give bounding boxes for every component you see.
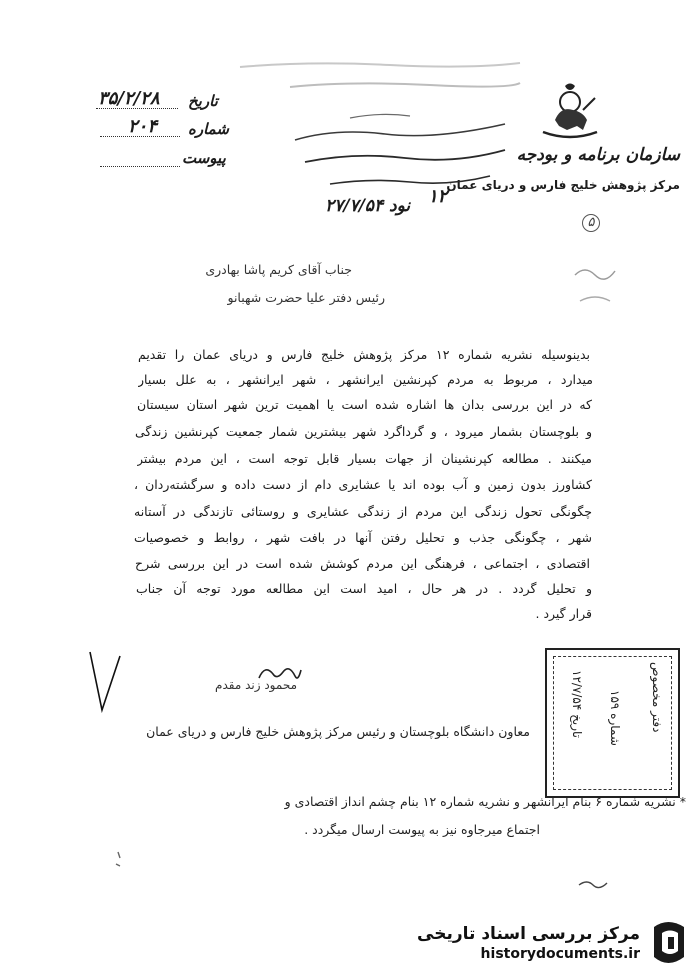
body-line: و تحلیل گردد . در هر حال ، امید است این مطالعه مورد توجه آن جناب [136, 581, 592, 596]
body-line: کشاورز بدون زمین و آب بوده اند یا عشایری دام از دست داده و سرگشته‌ردان ، [134, 477, 592, 492]
date-label: تاریخ [188, 92, 218, 110]
attachment-underline [100, 166, 180, 167]
body-line-last: قرار گیرد . [535, 606, 592, 621]
body-line: میکنند . مطالعه کپرنشینان از جهات بسیار قابل توجه است ، این مردم بیشتر [137, 451, 592, 466]
body-line: و بلوچستان بشمار میرود ، و گرداگرد شهر بیشترین شمار جمعیت کپرنشین زندگی [135, 424, 592, 439]
body-line: میدارد ، مربوط به مردم کپرنشین ایرانشهر ، شهر ایرانشهر ، به علل بسیار [138, 372, 593, 387]
side-circled-mark: ۵ [582, 214, 600, 232]
date-underline [96, 108, 178, 109]
body-line: شهر ، چگونگی جذب و تحلیل رفتن آنها در بافت شهر ، روابط و خصوصیات [134, 530, 592, 545]
signature-title: معاون دانشگاه بلوچستان و رئیس مرکز پژوهش خلیج فارس و دریای عمان [146, 724, 530, 739]
archive-logo-name: مرکز بررسی اسناد تاریخی [417, 924, 640, 944]
archive-logo-url: historydocuments.ir [480, 946, 640, 962]
number-value: ۲۰۴ [128, 116, 158, 137]
stamp-number: شماره ۱۵۹ [608, 690, 622, 746]
handwritten-routing-note [290, 100, 520, 195]
registry-stamp [545, 648, 680, 798]
reference-date: نود ۲۷/۷/۵۴ [325, 196, 411, 216]
footnote-line-1: * نشریه شماره ۶ بنام ایرانشهر و نشریه شماره ۱۲ بنام چشم انداز اقتصادی و [284, 794, 686, 809]
stamp-date: تاریخ ۱۲/۷/۵۴ [570, 670, 584, 739]
body-line: بدینوسیله نشریه شماره ۱۲ مرکز پژوهش خلیج فارس و دریای عمان را تقدیم [138, 347, 590, 362]
bleed-through-marks [230, 55, 530, 95]
archive-logo-icon [648, 919, 690, 967]
stamp-office: دفتر مخصوص [650, 662, 664, 733]
attachment-label: پیوست [182, 149, 226, 167]
org-subtitle: مرکز پژوهش خلیج فارس و دریای عمان [446, 178, 680, 192]
body-line: که در این بررسی بدان ها اشاره شده است یا اهمیت ترین شهر استان سیستان [137, 397, 592, 412]
date-value: ۳۵/۲/۲۸ [98, 88, 160, 109]
body-line: اقتصادی ، اجتماعی ، فرهنگی این مردم کوشش شده است در این بررسی شرح [135, 556, 590, 571]
number-underline [100, 136, 180, 137]
reference-number: ۱۲ [428, 186, 448, 207]
lion-and-sun-emblem-icon [535, 80, 605, 142]
small-ink-mark [110, 848, 130, 878]
archive-logo [417, 919, 690, 967]
recipient-name: جناب آقای کریم پاشا بهادری [205, 262, 352, 277]
recipient-title: رئیس دفتر علیا حضرت شهبانو [227, 290, 385, 305]
number-label: شماره [188, 120, 229, 138]
signature-name: محمود زند مقدم [215, 678, 297, 692]
org-name: سازمان برنامه و بودجه [516, 145, 680, 165]
margin-scribble [570, 255, 620, 315]
checkmark-signature-mark [84, 648, 129, 718]
footnote-line-2: اجتماع میرجاوه نیز به پیوست ارسال میگردد . [304, 822, 540, 837]
small-ink-mark [575, 875, 615, 895]
body-line: چگونگی تحول زندگی این مردم از زندگی عشایری و روستائی تازندگی در آستانه [134, 504, 592, 519]
